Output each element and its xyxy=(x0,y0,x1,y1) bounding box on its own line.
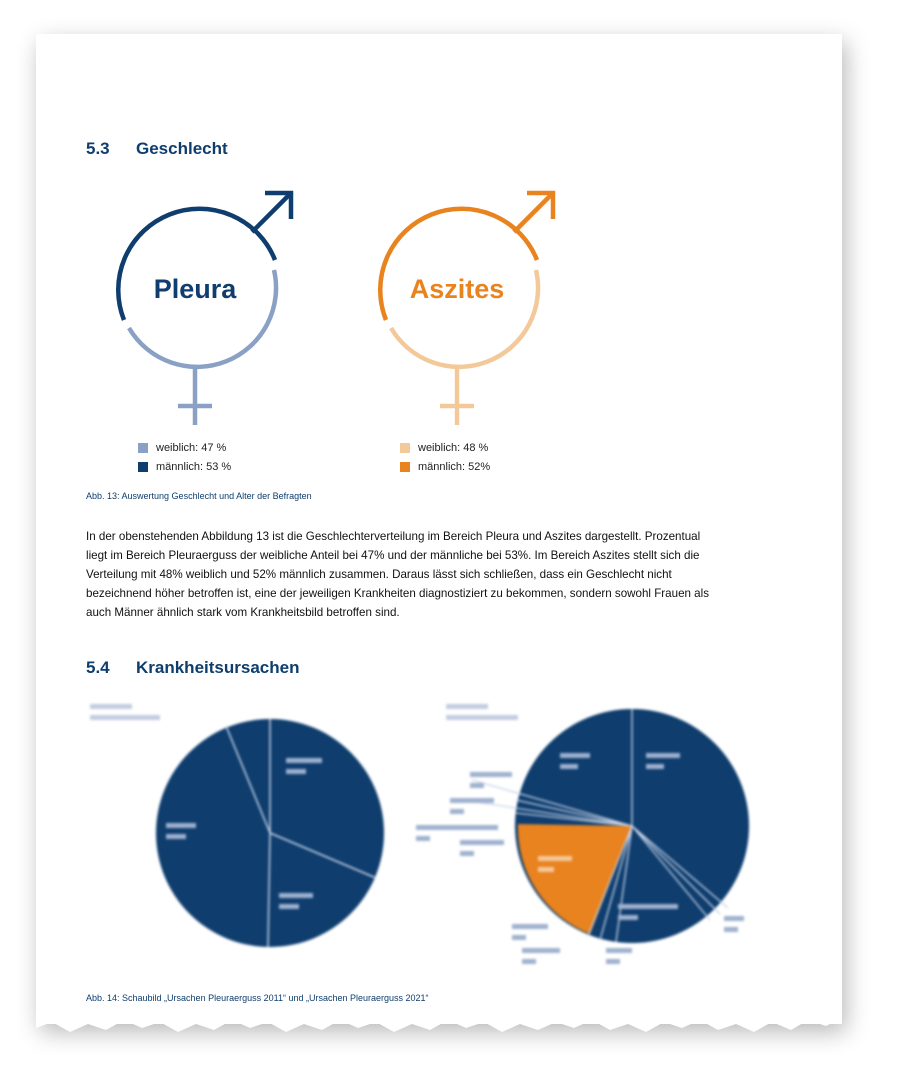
legend-item-maennlich xyxy=(400,457,490,476)
legend-item-weiblich xyxy=(400,438,490,457)
section-number: 5.4 xyxy=(86,658,110,677)
aszites-legend xyxy=(400,438,490,476)
legend-swatch xyxy=(400,462,410,472)
section-title: Krankheitsursachen xyxy=(136,658,300,677)
pleura-gender-symbol xyxy=(105,180,305,430)
section-title: Geschlecht xyxy=(136,139,228,158)
aszites-label: Aszites xyxy=(409,274,505,304)
torn-paper-edge xyxy=(36,1000,842,1040)
aszites-gender-symbol xyxy=(367,180,567,430)
pie-2011-title-placeholder xyxy=(90,704,160,720)
legend-label: weiblich: 48 % xyxy=(418,441,489,454)
figure-caption-14: Abb. 14: Schaubild „Ursachen Pleuraerguss 2011“ und „Ursachen Pleuraerguss 2021“ xyxy=(86,993,429,1003)
section-heading-5-3 xyxy=(86,139,228,159)
section-number: 5.3 xyxy=(86,139,110,158)
legend-label: männlich: 52% xyxy=(418,460,491,473)
legend-item-weiblich xyxy=(138,438,231,457)
pie-chart-2011 xyxy=(80,698,400,958)
legend-swatch xyxy=(400,443,410,453)
legend-label: weiblich: 47 % xyxy=(156,441,227,454)
legend-swatch xyxy=(138,443,148,453)
pie-chart-2021 xyxy=(410,698,790,978)
legend-swatch xyxy=(138,462,148,472)
legend-item-maennlich xyxy=(138,457,231,476)
pleura-label: Pleura xyxy=(153,274,237,304)
male-arrow-shaft xyxy=(252,193,291,232)
pleura-legend xyxy=(138,438,231,476)
pie-2021-title-placeholder xyxy=(446,704,518,720)
legend-label: männlich: 53 % xyxy=(156,460,232,473)
figure-caption-13: Abb. 13: Auswertung Geschlecht und Alter der Befragten xyxy=(86,491,312,501)
male-arrow-shaft xyxy=(514,193,553,232)
body-paragraph: In der obenstehenden Abbildung 13 ist die Geschlechterverteilung im Bereich Pleura und Aszites dargestellt. Prozentual liegt im Bereich Pleuraerguss der weibliche Anteil bei 47% und der männliche bei 53%. Im Bereich Aszites stellt sich die Verteilung mit 48% weiblich und 52% männlich zusammen. Daraus lässt sich schließen, dass ein Geschlecht nicht bezeichnend höher betroffen ist, eine der jeweiligen Krankheiten diagnostiziert zu bekommen, sondern sowohl Frauen als auch Männer ähnlich stark vom Krankheitsbild betroffen sind. xyxy=(86,530,710,619)
section-heading-5-4 xyxy=(86,658,299,678)
